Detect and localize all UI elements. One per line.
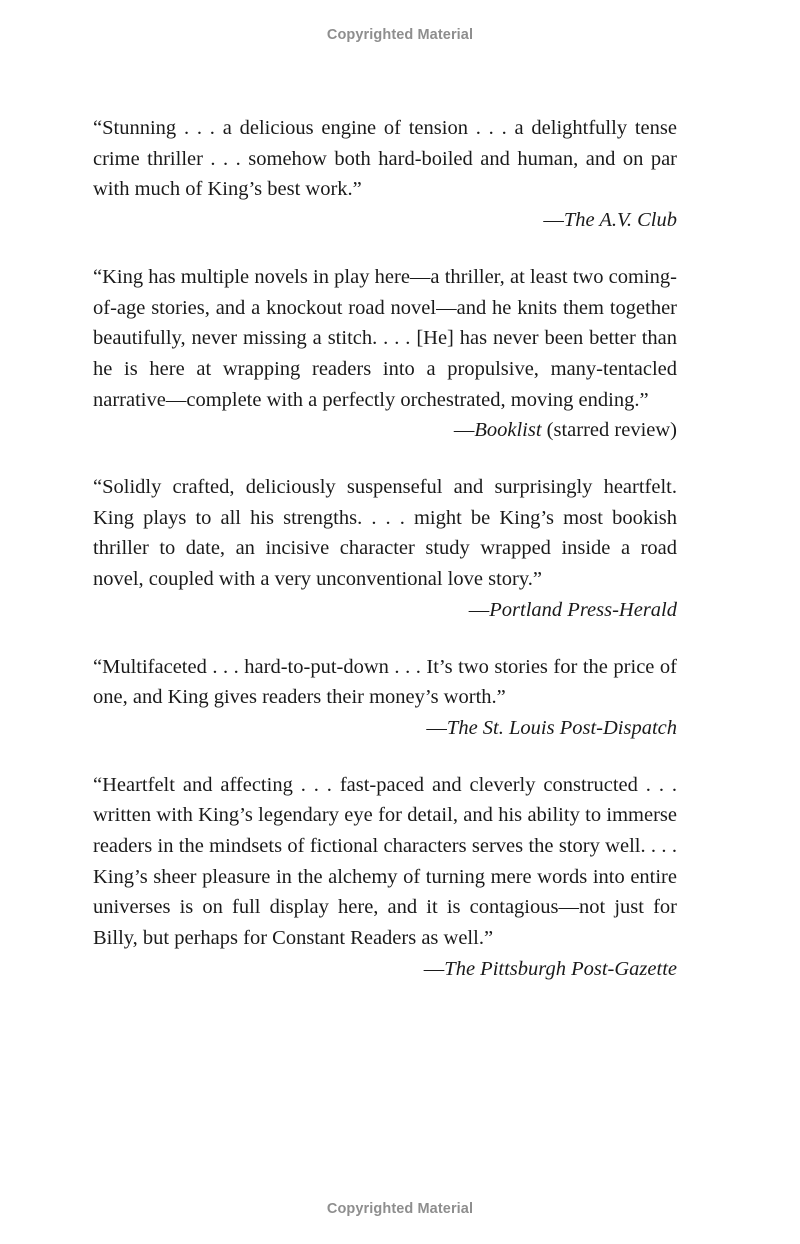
review-source: The A.V. Club [563,209,677,232]
review-blurb [93,262,677,446]
review-quote: “Heartfelt and affecting . . . fast-paced and cleverly constructed . . . written with King’s legendary eye for detail, and his ability to immerse readers in the mindsets of fictional characters serves the story well. . . . King’s sheer pleasure in the alchemy of turning mere words into entire universes is on full display here, and it is contagious—not just for Billy, but perhaps for Constant Readers as well.” [93,773,677,950]
attribution-dash: — [543,209,564,232]
review-source-note: (starred review) [541,419,677,442]
review-source: The Pittsburgh Post-Gazette [444,957,677,980]
review-attribution [93,713,677,744]
review-quote: “Stunning . . . a delicious engine of tension . . . a delightfully tense crime thriller . . . somehow both hard-boiled and human, and on par with much of King’s best work.” [93,117,677,201]
review-source: Portland Press-Herald [489,598,677,621]
attribution-dash: — [426,716,447,739]
review-attribution [93,595,677,626]
review-attribution [93,415,677,446]
review-quote: “Solidly crafted, deliciously suspenseful and surprisingly heartfelt. King plays to all his strengths. . . . might be King’s most bookish thriller to date, an incisive character study wrapped inside a road novel, coupled with a very unconventional love story.” [93,476,677,591]
copyright-watermark-top: Copyrighted Material [326,27,474,43]
review-blurb [93,652,677,744]
attribution-dash: — [423,957,445,980]
review-blurb [93,113,677,236]
review-quote: “King has multiple novels in play here—a thriller, at least two coming-of-age stories, and a knockout road novel—and he knits them together beautifully, never missing a stitch. . . . [He] has never been better than he is here at wrapping readers into a propulsive, many-tentacled narrative—complete with a perfectly orchestrated, moving ending.” [93,265,677,411]
review-source: Booklist [474,419,542,442]
review-quote: “Multifaceted . . . hard-to-put-down . . . It’s two stories for the price of one, and King gives readers their money’s worth.” [93,655,677,709]
review-attribution [93,205,677,236]
review-blurb [93,472,677,626]
copyright-watermark-bottom: Copyrighted Material [326,1201,474,1217]
review-source: The St. Louis Post-Dispatch [446,716,677,739]
review-attribution [93,954,677,985]
review-blurb [93,770,677,985]
praise-page [93,113,677,1011]
attribution-dash: — [468,598,490,621]
attribution-dash: — [453,419,475,442]
